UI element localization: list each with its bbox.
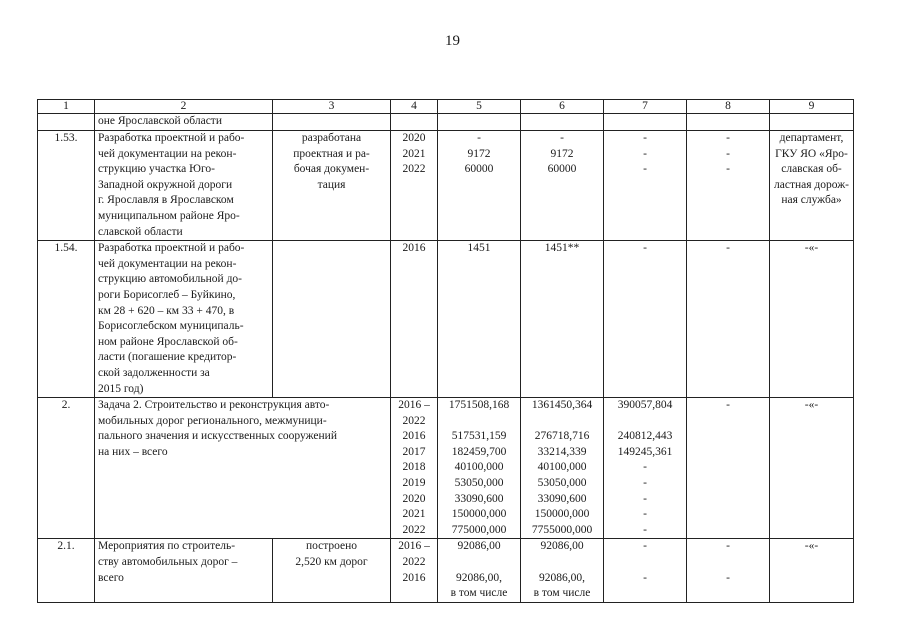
continuation-text: оне Ярославской области (95, 114, 273, 131)
measure-name: Разработка проектной и рабо- чей документации на рекон- струкцию автомобильной до- роги Борисоглеб – Буйкино, км 28 + 620 – км 33 + 470, в Борисоглебском муниципаль- ном районе Ярославской об- ласти (погашение кредитор- ской задолженности за 2015 год) (95, 241, 273, 398)
federal-funding: 390057,804 240812,443 149245,361 - - - - - (604, 398, 687, 539)
local-funding: - - - (687, 131, 770, 241)
column-number: 9 (770, 100, 854, 114)
executor: -«- (770, 241, 854, 398)
executor: департамент, ГКУ ЯО «Яро- славская об- ластная дорож- ная служба» (770, 131, 854, 241)
total-funding: - 9172 60000 (438, 131, 521, 241)
expected-result (273, 241, 391, 398)
regional-funding: 1451** (521, 241, 604, 398)
row-number: 2. (38, 398, 95, 539)
local-funding: - (687, 241, 770, 398)
federal-funding: - - (604, 539, 687, 602)
measure-name: Мероприятия по строитель- ству автомобильных дорог – всего (95, 539, 273, 602)
expected-result: разработана проектная и ра- бочая докумен- тация (273, 131, 391, 241)
column-number: 4 (391, 100, 438, 114)
local-funding: - - (687, 539, 770, 602)
task-description: Задача 2. Строительство и реконструкция авто- мобильных дорог регионального, межмуници- пального значения и искусственных сооружений на них – всего (95, 398, 391, 539)
column-numbers-row (38, 100, 854, 114)
row-number: 1.54. (38, 241, 95, 398)
program-table (37, 99, 854, 603)
local-funding: - (687, 398, 770, 539)
table-row (38, 398, 854, 539)
column-number: 1 (38, 100, 95, 114)
column-number: 2 (95, 100, 273, 114)
column-number: 5 (438, 100, 521, 114)
years-cell: 2016 – 2022 2016 (391, 539, 438, 602)
total-funding: 92086,00 92086,00, в том числе (438, 539, 521, 602)
years-cell: 2020 2021 2022 (391, 131, 438, 241)
column-number: 8 (687, 100, 770, 114)
row-number: 1.53. (38, 131, 95, 241)
regional-funding: 92086,00 92086,00, в том числе (521, 539, 604, 602)
table-row (38, 241, 854, 398)
column-number: 3 (273, 100, 391, 114)
measure-name: Разработка проектной и рабо- чей документации на рекон- струкцию участка Юго- Западной окружной дороги г. Ярославля в Ярославском муниципальном районе Яро- славской области (95, 131, 273, 241)
total-funding: 1751508,168 517531,159 182459,700 40100,000 53050,000 33090,600 150000,000 775000,000 (438, 398, 521, 539)
table-row (38, 131, 854, 241)
federal-funding: - (604, 241, 687, 398)
row-number: 2.1. (38, 539, 95, 602)
continuation-row (38, 114, 854, 131)
page-number: 19 (445, 33, 460, 49)
table-row (38, 539, 854, 602)
total-funding: 1451 (438, 241, 521, 398)
years-cell: 2016 – 2022 2016 2017 2018 2019 2020 2021 2022 (391, 398, 438, 539)
column-number: 7 (604, 100, 687, 114)
column-number: 6 (521, 100, 604, 114)
federal-funding: - - - (604, 131, 687, 241)
executor: -«- (770, 539, 854, 602)
executor: -«- (770, 398, 854, 539)
expected-result: построено 2,520 км дорог (273, 539, 391, 602)
regional-funding: - 9172 60000 (521, 131, 604, 241)
years-cell: 2016 (391, 241, 438, 398)
regional-funding: 1361450,364 276718,716 33214,339 40100,000 53050,000 33090,600 150000,000 7755000,000 (521, 398, 604, 539)
